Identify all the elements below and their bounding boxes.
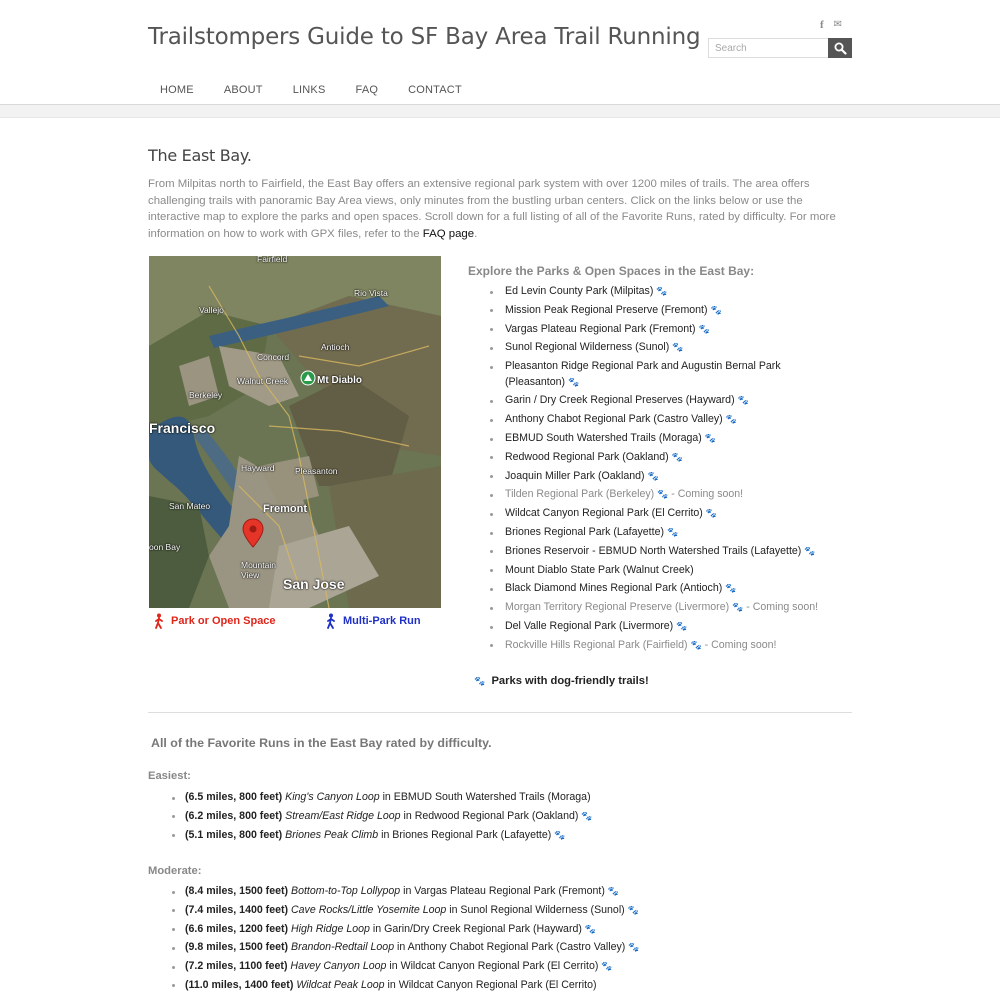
paw-icon: 🐾 [647, 470, 659, 481]
paw-icon: 🐾 [607, 886, 620, 896]
park-link[interactable]: EBMUD South Watershed Trails (Moraga) [505, 432, 702, 445]
map-label-berkeley: Berkeley [189, 390, 223, 400]
park-list-item [490, 581, 830, 597]
run-stats: (8.4 miles, 1500 feet) [185, 885, 289, 897]
run-stats: (7.2 miles, 1100 feet) [185, 960, 288, 973]
mt-diablo-pin-icon[interactable] [300, 370, 316, 388]
park-link[interactable]: Pleasanton Ridge Regional Park and Augustin Bernal Park (Pleasanton) [505, 360, 781, 388]
nav-about[interactable]: ABOUT [223, 84, 263, 96]
explore-heading: Explore the Parks & Open Spaces in the East Bay: [468, 264, 755, 278]
legend-park-label: Park or Open Space [171, 615, 276, 627]
nav-divider-bar [0, 104, 1000, 118]
paw-icon: 🐾 [474, 676, 486, 686]
park-link[interactable]: Briones Reservoir - EBMUD North Watershed Trails (Lafayette) [505, 544, 802, 557]
map-label-half-moon-bay: oon Bay [149, 542, 181, 552]
park-list-item [490, 359, 830, 390]
park-link[interactable]: Wildcat Canyon Regional Park (El Cerrito) [505, 507, 703, 520]
park-list-item [490, 393, 830, 409]
coming-soon-label: - Coming soon! [671, 488, 744, 501]
nav-links[interactable]: LINKS [292, 84, 326, 96]
run-link[interactable]: Briones Peak Climb [285, 828, 379, 841]
paw-icon: 🐾 [725, 583, 737, 594]
paw-icon: 🐾 [710, 304, 722, 315]
run-park: in Redwood Regional Park (Oakland) [403, 809, 579, 822]
map-location-pin-icon[interactable] [242, 518, 264, 548]
intro-paragraph [148, 176, 848, 242]
park-link[interactable]: Rockville Hills Regional Park (Fairfield) [505, 638, 688, 651]
run-stats: (6.2 miles, 800 feet) [185, 809, 283, 822]
dog-note-text: Parks with dog-friendly trails! [491, 675, 649, 687]
map-label-fairfield: Fairfield [257, 256, 288, 264]
run-list-item [172, 809, 872, 825]
map-label-rio-vista: Rio Vista [354, 288, 388, 298]
paw-icon: 🐾 [581, 810, 593, 821]
run-list-item [172, 959, 872, 975]
paw-icon: 🐾 [568, 376, 580, 387]
intro-end: . [474, 227, 478, 240]
map-label-pleasanton: Pleasanton [295, 466, 338, 476]
faq-link[interactable]: FAQ page [422, 227, 475, 240]
search-button[interactable] [828, 38, 852, 58]
run-list-item [172, 790, 872, 806]
run-stats: (6.5 miles, 800 feet) [185, 791, 283, 803]
park-list-item [490, 487, 830, 503]
paw-icon: 🐾 [584, 923, 597, 934]
park-list-item [490, 431, 830, 447]
runs-heading: All of the Favorite Runs in the East Bay rated by difficulty. [151, 736, 492, 750]
legend-multi-label: Multi-Park Run [343, 615, 421, 627]
park-link[interactable]: Joaquin Miller Park (Oakland) [505, 469, 645, 482]
run-park: in Wildcat Canyon Regional Park (El Cerrito) [389, 960, 599, 973]
run-park: in Anthony Chabot Regional Park (Castro Valley) [397, 941, 626, 954]
paw-icon: 🐾 [554, 829, 566, 840]
run-park: in Sunol Regional Wilderness (Sunol) [449, 903, 625, 916]
paw-icon: 🐾 [666, 527, 679, 538]
paw-icon: 🐾 [656, 286, 668, 296]
park-list-item [490, 450, 830, 466]
run-link[interactable]: Wildcat Peak Loop [296, 978, 385, 991]
dog-friendly-note [474, 675, 649, 687]
paw-icon: 🐾 [627, 904, 639, 915]
park-link[interactable]: Anthony Chabot Regional Park (Castro Valley) [505, 413, 723, 426]
nav-faq[interactable]: FAQ [355, 84, 379, 96]
hiker-icon [153, 613, 165, 629]
park-list-item [490, 284, 830, 300]
park-list-item [490, 544, 830, 560]
park-list-item [490, 340, 830, 356]
run-park: in Briones Regional Park (Lafayette) [381, 828, 552, 841]
legend-park-or-open-space [153, 613, 276, 629]
map-label-francisco: Francisco [149, 420, 216, 436]
park-list-item [490, 412, 830, 428]
run-list-moderate [172, 884, 872, 997]
park-link[interactable]: Mission Peak Regional Preserve (Fremont) [505, 303, 708, 316]
park-link[interactable]: Redwood Regional Park (Oakland) [505, 450, 669, 463]
run-list-item [172, 922, 872, 938]
run-stats: (5.1 miles, 800 feet) [185, 828, 283, 841]
park-list-item [490, 600, 830, 616]
paw-icon: 🐾 [690, 639, 702, 650]
coming-soon-label: - Coming soon! [704, 638, 777, 651]
map-label-san-jose: San Jose [283, 576, 345, 592]
map-label-walnut-creek: Walnut Creek [237, 376, 289, 386]
run-list-item [172, 903, 872, 919]
run-stats: (9.8 miles, 1500 feet) [185, 941, 289, 954]
paw-icon: 🐾 [601, 961, 613, 972]
paw-icon: 🐾 [676, 621, 688, 632]
run-link[interactable]: Bottom-to-Top Lollypop [291, 885, 401, 897]
park-link[interactable]: Morgan Territory Regional Preserve (Livermore) [505, 601, 730, 614]
paw-icon: 🐾 [657, 489, 669, 500]
level-moderate: Moderate: [148, 865, 202, 877]
park-link[interactable]: Mount Diablo State Park (Walnut Creek) [505, 563, 694, 576]
park-list [490, 284, 830, 657]
search-icon [834, 42, 847, 55]
paw-icon: 🐾 [737, 395, 749, 406]
park-list-item [490, 506, 830, 522]
legend-multi-park-run [325, 613, 421, 629]
interactive-map[interactable] [149, 256, 441, 608]
map-label-antioch: Antioch [321, 342, 350, 352]
section-divider [148, 712, 852, 713]
map-label-vallejo: Vallejo [199, 305, 224, 315]
paw-icon: 🐾 [672, 342, 684, 353]
email-icon[interactable]: ✉ [833, 19, 843, 30]
run-link[interactable]: Brandon-Redtail Loop [291, 941, 395, 954]
search-box [708, 38, 852, 58]
map-label-mountain-view: Mountain View [241, 560, 276, 580]
park-list-item [490, 303, 830, 319]
site-title[interactable]: Trailstompers Guide to SF Bay Area Trail Running [148, 24, 701, 50]
paw-icon: 🐾 [671, 451, 683, 462]
park-list-item [490, 469, 830, 485]
paw-icon: 🐾 [628, 942, 640, 953]
run-park: in Wildcat Canyon Regional Park (El Cerrito) [387, 978, 597, 991]
run-link[interactable]: King's Canyon Loop [285, 791, 380, 803]
hiker-icon [325, 613, 337, 629]
social-links [820, 19, 842, 31]
nav-contact[interactable]: CONTACT [408, 84, 462, 96]
search-input[interactable] [708, 38, 829, 58]
level-easiest: Easiest: [148, 770, 191, 782]
park-list-item [490, 322, 830, 338]
park-link[interactable]: Black Diamond Mines Regional Park (Antioch) [505, 582, 723, 595]
run-list-easiest [172, 790, 872, 846]
park-link[interactable]: Tilden Regional Park (Berkeley) [505, 488, 655, 501]
run-link[interactable]: High Ridge Loop [291, 922, 370, 935]
park-list-item [490, 563, 830, 579]
map-label-hayward: Hayward [241, 463, 275, 473]
paw-icon: 🐾 [704, 433, 717, 444]
run-park: in Vargas Plateau Regional Park (Fremont) [403, 885, 605, 897]
map-label-concord: Concord [257, 352, 290, 362]
run-stats: (6.6 miles, 1200 feet) [185, 922, 289, 935]
run-list-item [172, 940, 872, 956]
paw-icon: 🐾 [705, 508, 717, 519]
park-link[interactable]: Vargas Plateau Regional Park (Fremont) [505, 322, 696, 335]
run-stats: (11.0 miles, 1400 feet) [185, 978, 294, 991]
park-list-item [490, 525, 830, 541]
park-list-item [490, 619, 830, 635]
paw-icon: 🐾 [698, 323, 710, 334]
nav-home[interactable]: HOME [160, 84, 194, 96]
paw-icon: 🐾 [732, 602, 744, 613]
site-header [0, 0, 1000, 105]
paw-icon: 🐾 [725, 414, 737, 425]
intro-text: From Milpitas north to Fairfield, the East Bay offers an extensive regional park system with over 1200 miles of trails. The area offers challenging trails with panoramic Bay Area views, only minutes from the bustling urban centers. Click on the links below or use the interactive map to explore the parks and open spaces. Scroll down for a full listing of all of the Favorite Runs, rated by difficulty. For more information on how to work with GPX files, refer to the [148, 178, 836, 240]
run-list-item [172, 978, 872, 994]
run-link[interactable]: Havey Canyon Loop [290, 960, 387, 973]
main-nav [160, 84, 492, 96]
map-label-fremont: Fremont [263, 503, 307, 515]
page-title: The East Bay. [148, 146, 252, 165]
map-label-san-mateo: San Mateo [169, 501, 211, 511]
run-link[interactable]: Cave Rocks/Little Yosemite Loop [291, 903, 447, 916]
park-link[interactable]: Sunol Regional Wilderness (Sunol) [505, 341, 670, 354]
park-link[interactable]: Garin / Dry Creek Regional Preserves (Hayward) [505, 394, 735, 407]
paw-icon: 🐾 [804, 545, 816, 556]
facebook-icon[interactable]: f [820, 19, 824, 31]
run-link[interactable]: Stream/East Ridge Loop [285, 809, 401, 822]
run-list-item [172, 884, 872, 900]
run-park: in EBMUD South Watershed Trails (Moraga) [382, 791, 591, 803]
park-list-item [490, 638, 830, 654]
park-link[interactable]: Briones Regional Park (Lafayette) [505, 526, 664, 539]
coming-soon-label: - Coming soon! [746, 601, 819, 614]
map-label-mt-diablo: Mt Diablo [317, 375, 362, 386]
park-link[interactable]: Del Valle Regional Park (Livermore) [505, 620, 674, 633]
park-link[interactable]: Ed Levin County Park (Milpitas) [505, 285, 654, 297]
run-stats: (7.4 miles, 1400 feet) [185, 903, 289, 916]
run-list-item [172, 828, 872, 844]
run-park: in Garin/Dry Creek Regional Park (Hayward) [372, 922, 582, 935]
